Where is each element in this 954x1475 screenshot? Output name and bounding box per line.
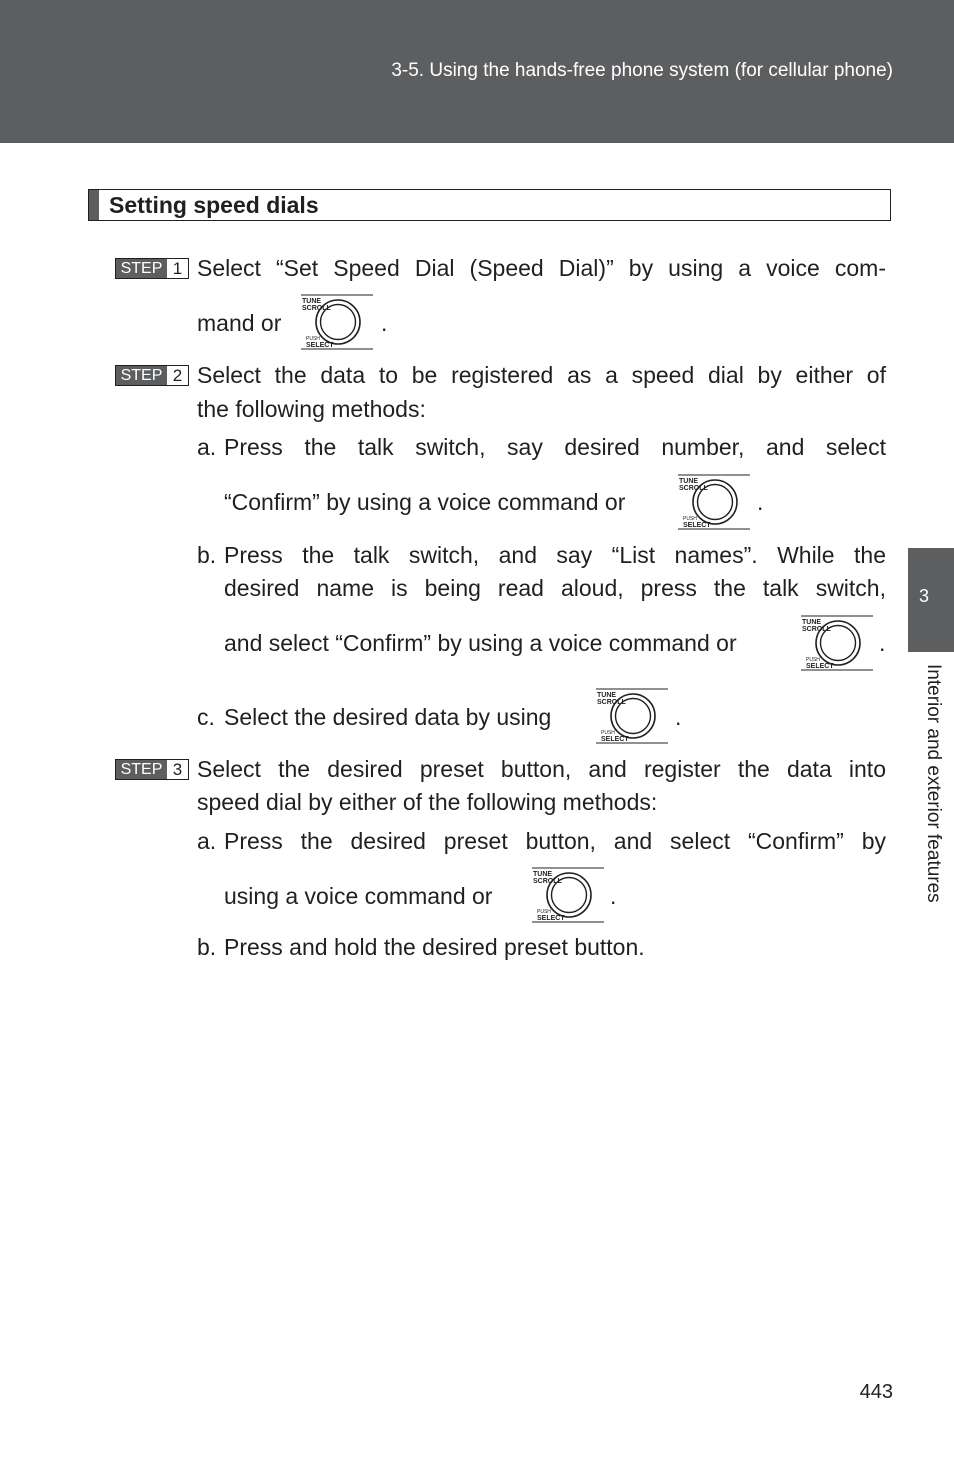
svg-text:SELECT: SELECT [537,915,565,922]
step-number: 3 [172,760,183,779]
svg-text:TUNE: TUNE [679,478,699,485]
svg-text:SELECT: SELECT [683,522,711,529]
section-title: Setting speed dials [109,192,319,218]
step-2c-period: . [675,704,682,730]
tune-scroll-push-select-knob-icon [299,294,375,350]
step-number: 2 [172,366,183,385]
list-marker: b. [197,542,217,568]
page-header [0,0,954,143]
list-marker: a. [197,434,217,460]
svg-text:SCROLL: SCROLL [597,699,626,706]
step-word: STEP [116,366,167,385]
step-2b-period: . [879,630,886,656]
svg-text:PUSH: PUSH [683,516,697,522]
step-3a-period: . [610,883,617,909]
svg-text:TUNE: TUNE [597,692,617,699]
svg-text:PUSH: PUSH [806,657,820,663]
page-number: 443 [859,1381,893,1403]
tune-scroll-push-select-knob-icon [676,474,752,530]
svg-text:SCROLL: SCROLL [302,305,331,312]
svg-text:SELECT: SELECT [306,342,334,349]
svg-text:PUSH: PUSH [601,730,615,736]
tune-scroll-push-select-knob-icon [799,615,875,671]
step-2b-line-2: desired name is being read aloud, press the talk switch, [224,575,886,601]
svg-text:TUNE: TUNE [802,619,822,626]
svg-text:PUSH: PUSH [306,336,320,342]
list-marker: a. [197,828,217,854]
svg-text:SCROLL: SCROLL [802,626,831,633]
step-3-line-1: Select the desired preset button, and register the data into [197,756,886,782]
step-2-badge [115,365,189,386]
step-3a-line-2: using a voice command or [224,883,493,909]
list-marker: c. [197,704,215,730]
step-3-line-2: speed dial by either of the following methods: [197,789,658,815]
step-word: STEP [116,760,167,779]
svg-text:SELECT: SELECT [806,663,834,670]
section-header [88,189,891,221]
step-word: STEP [116,259,167,278]
step-1-period: . [381,310,388,336]
svg-text:SCROLL: SCROLL [679,485,708,492]
chapter-tab [908,548,954,652]
step-2c-line-1: Select the desired data by using [224,704,552,730]
step-number: 1 [172,259,183,278]
step-2a-line-2: “Confirm” by using a voice command or [224,489,626,515]
svg-text:PUSH: PUSH [537,909,551,915]
svg-text:SCROLL: SCROLL [533,878,562,885]
list-marker: b. [197,934,217,960]
chapter-label: Interior and exterior features [923,664,944,903]
step-2-line-1: Select the data to be registered as a speed dial by either of [197,362,886,388]
step-2b-line-3: and select “Confirm” by using a voice command or [224,630,737,656]
step-1-badge [115,258,189,279]
chapter-number: 3 [918,586,929,606]
header-title: 3-5. Using the hands-free phone system (for cellular phone) [391,60,893,81]
tune-scroll-push-select-knob-icon [530,867,606,923]
step-1-line-1: Select “Set Speed Dial (Speed Dial)” by using a voice com- [197,255,886,281]
svg-text:TUNE: TUNE [533,871,553,878]
step-1-line-2: mand or [197,310,282,336]
step-2a-line-1: Press the talk switch, say desired number, and select [224,434,886,460]
tune-scroll-push-select-knob-icon [594,688,670,744]
step-3-badge [115,759,189,780]
svg-text:TUNE: TUNE [302,298,322,305]
step-3b-line-1: Press and hold the desired preset button. [224,934,645,960]
section-bar [89,190,99,220]
svg-text:SELECT: SELECT [601,736,629,743]
step-2a-period: . [757,489,764,515]
step-2-line-2: the following methods: [197,396,426,422]
step-2b-line-1: Press the talk switch, and say “List names”. While the [224,542,886,568]
step-3a-line-1: Press the desired preset button, and select “Confirm” by [224,828,886,854]
